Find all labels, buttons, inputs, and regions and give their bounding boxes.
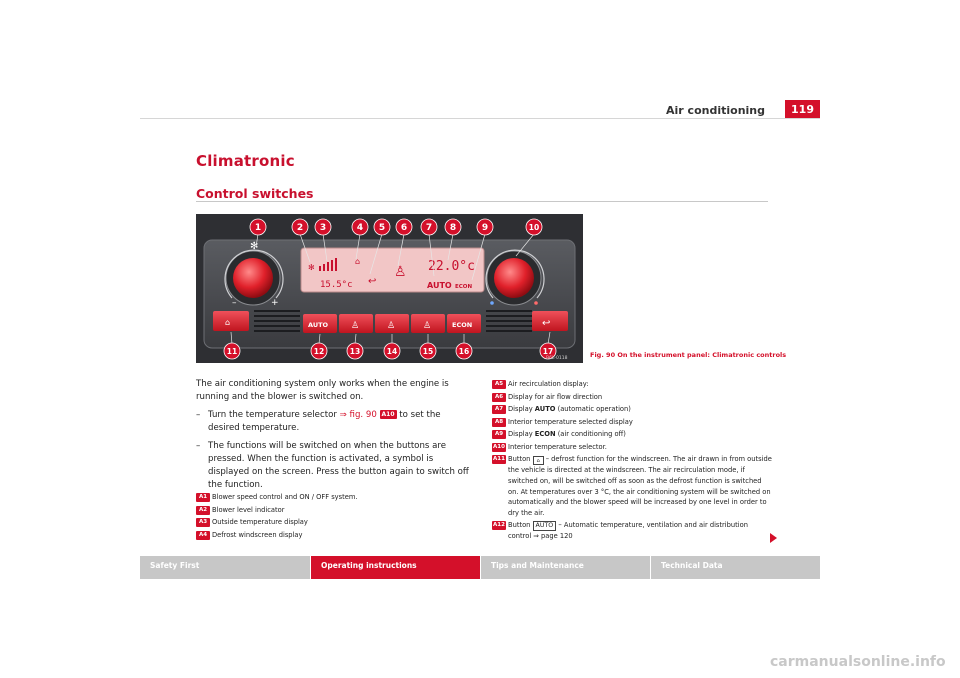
legend-badge: A2	[196, 506, 210, 515]
legend-text: Interior temperature selected display	[508, 417, 633, 426]
callout-label-17: 17	[542, 347, 554, 357]
svg-text:♙: ♙	[351, 321, 360, 331]
step2-text: The functions will be switched on when the buttons are pressed. When the function is activated, a symbol is displayed on the screen. Press the button again to switch off the function.	[208, 441, 469, 490]
legend-badge: A4	[196, 531, 210, 540]
callout-label-3: 3	[319, 223, 327, 234]
legend-badge: A9	[492, 430, 506, 439]
legend-prefix: Display	[508, 405, 533, 413]
legend-badge: A7	[492, 405, 506, 414]
callout-label-4: 4	[356, 223, 364, 234]
footer-nav	[140, 556, 820, 579]
legend-badge: A3	[196, 518, 210, 527]
svg-text:♙: ♙	[394, 264, 407, 280]
inside-temp-readout: 22.0°c	[428, 259, 475, 274]
callout-label-10: 10	[528, 223, 540, 233]
figure-caption: Fig. 90 On the instrument panel: Climatronic controls	[590, 351, 787, 359]
legend-bold-term: AUTO	[534, 405, 556, 413]
running-title: Air conditioning	[666, 104, 765, 117]
climatronic-panel-illustration	[196, 214, 583, 363]
legend-text: – defrost function for the windscreen. The air drawn in from outside the vehicle is directed at the windscreen. The air recirculation mode, if switched on, will be switched off as soon as the defrost function is switched on. At temperatures over 3 °C, the air conditioning system will be switched on automatically and the blower speed will be increased by one level in order to dry the air.	[508, 455, 772, 518]
legend-item-a3	[196, 516, 476, 529]
legend-item-a7	[492, 403, 772, 416]
legend-prefix: Button	[508, 520, 531, 529]
callout-label-15: 15	[422, 347, 434, 357]
intro-paragraph: The air conditioning system only works when the engine is running and the blower is switched on.	[196, 379, 449, 402]
svg-text:⌂: ⌂	[225, 318, 231, 327]
callout-label-13: 13	[349, 347, 361, 357]
legend-item-a9	[492, 428, 772, 441]
instruction-step-2	[196, 440, 474, 492]
callout-label-5: 5	[378, 223, 386, 234]
legend-item-a11	[492, 453, 772, 519]
callout-label-8: 8	[449, 223, 457, 234]
legend-badge: A12	[493, 521, 505, 528]
dash-marker: –	[196, 410, 201, 420]
auto-button-label: AUTO	[308, 321, 329, 329]
svg-text:↩: ↩	[368, 276, 377, 287]
watermark: carmanualsonline.info	[770, 654, 946, 670]
callout-label-6: 6	[400, 223, 408, 234]
auto-key-glyph: AUTO	[533, 521, 557, 531]
legend-badge: A1	[196, 493, 210, 502]
legend-badge: A5	[492, 380, 506, 389]
svg-text:♙: ♙	[423, 321, 432, 331]
legend-prefix: Display	[508, 430, 533, 438]
callout-label-14: 14	[386, 347, 398, 357]
legend-text: Outside temperature display	[212, 518, 308, 526]
legend-item-a4	[196, 529, 476, 542]
outside-temp-readout: 15.5°c	[320, 280, 353, 290]
callout-label-7: 7	[425, 223, 433, 234]
instruction-step-1	[196, 409, 474, 435]
svg-text:–: –	[232, 298, 237, 308]
legend-text: Air recirculation display:	[508, 380, 589, 388]
body-text	[196, 378, 474, 497]
legend-text: Interior temperature selector.	[508, 442, 607, 451]
legend-badge: A10	[493, 443, 505, 450]
legend-suffix: (air conditioning off)	[557, 430, 626, 438]
continue-arrow-icon	[770, 533, 777, 543]
legend-badge: A11	[493, 456, 505, 462]
legend-item-a10	[492, 441, 772, 454]
dash-marker: –	[196, 441, 201, 451]
legend-badge: A8	[492, 418, 506, 427]
lcd-display	[301, 248, 484, 292]
footer-tab-operating-instructions[interactable]: Operating instructions	[311, 556, 480, 579]
legend-suffix: (automatic operation)	[557, 405, 631, 413]
step1-suffix: to set the desired temperature.	[208, 410, 441, 433]
figure-code: B6L-0118	[546, 356, 568, 361]
svg-text:↩: ↩	[542, 318, 551, 329]
legend-text: – Automatic temperature, ventilation and air distribution control ⇒ page 120	[508, 520, 748, 540]
legend-text: Blower speed control and ON / OFF system.	[212, 493, 358, 501]
footer-tab-technical-data[interactable]: Technical Data	[661, 561, 723, 570]
step1-badge: A10	[381, 411, 395, 418]
defrost-icon: ⌂	[533, 456, 544, 465]
callout-label-2: 2	[296, 223, 304, 234]
page-number: 119	[785, 100, 820, 119]
svg-text:⌂: ⌂	[355, 257, 361, 266]
callout-label-12: 12	[313, 347, 325, 357]
climatronic-figure	[196, 214, 583, 363]
callout-label-11: 11	[226, 347, 238, 357]
legend-item-a8	[492, 416, 772, 429]
figure-reference-link[interactable]: ⇒ fig. 90	[339, 410, 377, 420]
legend-bold-term: ECON	[534, 430, 556, 438]
subsection-rule	[196, 201, 768, 202]
footer-tab-tips-maintenance[interactable]: Tips and Maintenance	[491, 561, 584, 570]
section-title: Climatronic	[196, 152, 295, 170]
step1-prefix: Turn the temperature selector	[208, 410, 337, 420]
svg-text:✻: ✻	[250, 241, 259, 252]
legend-item-a2	[196, 504, 476, 517]
svg-text:✻: ✻	[308, 263, 315, 272]
svg-text:♙: ♙	[387, 321, 396, 331]
legend-item-a5	[492, 378, 772, 391]
legend-item-a6	[492, 391, 772, 404]
legend-right	[492, 378, 772, 542]
econ-button-label: ECON	[452, 321, 473, 329]
header-rule	[140, 118, 820, 119]
display-auto: AUTO	[427, 281, 452, 290]
callout-label-9: 9	[481, 223, 489, 234]
legend-item-a12	[492, 519, 772, 542]
footer-tab-safety-first[interactable]: Safety First	[150, 561, 200, 570]
legend-left	[196, 491, 476, 541]
legend-text: Display for air flow direction	[508, 392, 603, 401]
subsection-title: Control switches	[196, 186, 314, 201]
callout-label-16: 16	[458, 347, 470, 357]
legend-text: Blower level indicator	[212, 505, 285, 514]
legend-item-a1	[196, 491, 476, 504]
legend-text: Defrost windscreen display	[212, 530, 303, 539]
legend-badge: A6	[492, 393, 506, 402]
svg-text:+: +	[271, 298, 279, 308]
display-econ: ECON	[455, 284, 473, 290]
callout-label-1: 1	[254, 223, 262, 234]
legend-prefix: Button	[508, 455, 531, 463]
